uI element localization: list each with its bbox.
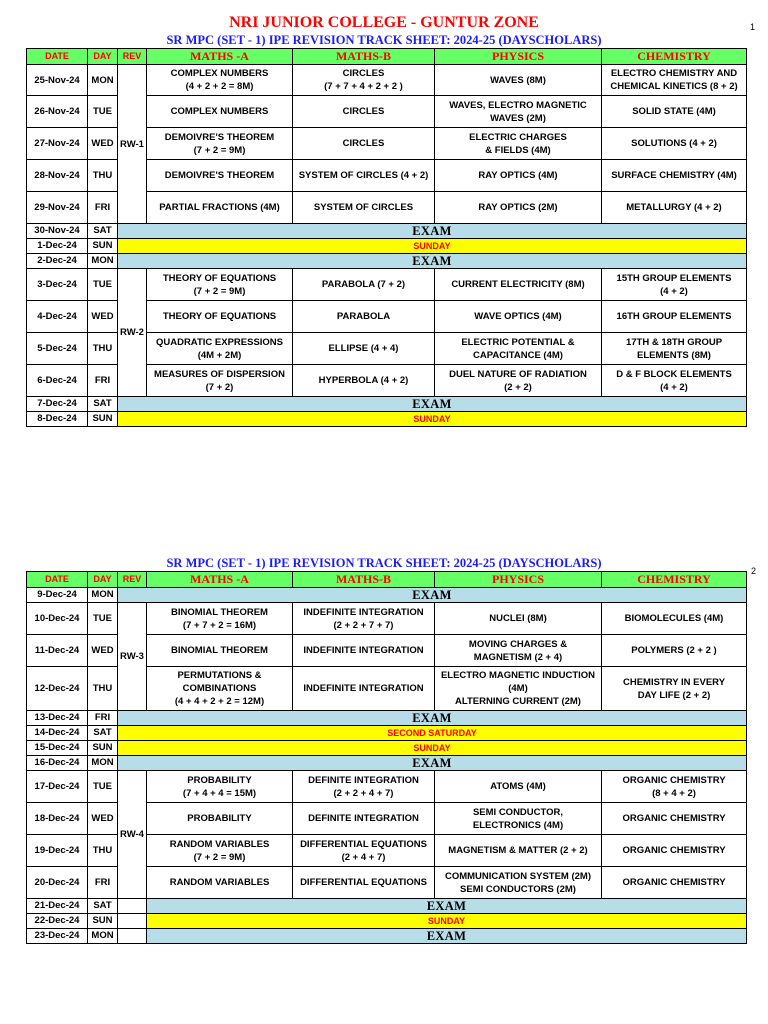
header-day: DAY: [88, 572, 118, 588]
cell-maths-b: [293, 771, 435, 803]
cell-date: 9-Dec-24: [27, 588, 88, 603]
exam-banner: EXAM: [147, 899, 747, 914]
cell-maths-b: [293, 128, 435, 160]
topic-line: MAGNETISM (2 + 4): [473, 651, 563, 663]
cell-maths-a: [147, 192, 293, 224]
cell-rev-empty: [118, 899, 147, 914]
cell-day: SAT: [88, 224, 118, 239]
cell-chemistry: [602, 192, 747, 224]
header-row: [27, 49, 747, 65]
topic-line: PERMUTATIONS &: [177, 670, 262, 681]
cell-physics: [435, 667, 602, 711]
table-row: [27, 412, 747, 427]
topic-line: (7 + 2): [205, 381, 234, 393]
cell-maths-a: [147, 835, 293, 867]
header-physics: PHYSICS: [435, 572, 602, 588]
cell-date: 1-Dec-24: [27, 239, 88, 254]
exam-banner: EXAM: [147, 929, 747, 944]
cell-day: FRI: [88, 365, 118, 397]
topic-line: BINOMIAL THEOREM: [171, 645, 268, 656]
cell-maths-b: [293, 269, 435, 301]
sunday-banner: SUNDAY: [147, 914, 747, 929]
cell-day: FRI: [88, 192, 118, 224]
cell-date: 26-Nov-24: [27, 96, 88, 128]
table-row: [27, 726, 747, 741]
cell-rev: RW-2: [118, 269, 147, 397]
topic-line: (7 + 2 = 9M): [193, 144, 246, 156]
cell-maths-b: [293, 867, 435, 899]
table-row: [27, 65, 747, 96]
topic-line: WAVES, ELECTRO MAGNETIC: [449, 99, 587, 111]
cell-day: MON: [88, 929, 118, 944]
topic-line: 16TH GROUP ELEMENTS: [616, 311, 732, 322]
sheet-title-2: SR MPC (SET - 1) IPE REVISION TRACK SHEET: 2024-25 (DAYSCHOLARS): [166, 556, 602, 570]
table-row: [27, 771, 747, 803]
topic-line: BIOMOLECULES (4M): [624, 613, 724, 624]
topic-line: WAVES (2M): [490, 112, 546, 124]
cell-maths-b: [293, 667, 435, 711]
topic-line: DAY LIFE (2 + 2): [637, 689, 711, 701]
cell-day: SUN: [88, 412, 118, 427]
topic-line: INDEFINITE INTEGRATION: [303, 683, 424, 694]
cell-date: 8-Dec-24: [27, 412, 88, 427]
cell-physics: [435, 128, 602, 160]
cell-maths-a: [147, 269, 293, 301]
topic-line: (7 + 4 + 4 = 15M): [182, 787, 257, 799]
cell-chemistry: [602, 128, 747, 160]
cell-chemistry: [602, 667, 747, 711]
table-row: [27, 269, 747, 301]
revision-table-page-2: [26, 571, 747, 944]
topic-line: NUCLEI (8M): [489, 613, 547, 624]
topic-line: PARTIAL FRACTIONS (4M): [159, 202, 280, 213]
cell-day: THU: [88, 835, 118, 867]
cell-day: THU: [88, 160, 118, 192]
sunday-banner: SUNDAY: [118, 412, 747, 427]
topic-line: PARABOLA: [336, 311, 391, 322]
page-number-2: 2: [751, 566, 757, 576]
topic-line: MAGNETISM & MATTER (2 + 2): [448, 845, 588, 856]
cell-physics: [435, 835, 602, 867]
topic-line: PARABOLA (7 + 2): [321, 279, 406, 290]
topic-line: (7 + 2 = 9M): [193, 285, 246, 297]
sunday-banner: SUNDAY: [118, 239, 747, 254]
header-day: DAY: [88, 49, 118, 65]
cell-day: THU: [88, 667, 118, 711]
cell-date: 19-Dec-24: [27, 835, 88, 867]
header-chemistry: CHEMISTRY: [602, 49, 747, 65]
topic-line: (4 + 2 + 2 = 8M): [185, 81, 254, 92]
topic-line: SURFACE CHEMISTRY (4M): [611, 170, 737, 181]
cell-chemistry: [602, 867, 747, 899]
cell-date: 21-Dec-24: [27, 899, 88, 914]
topic-line: D & F BLOCK ELEMENTS: [616, 368, 732, 380]
cell-day: SAT: [88, 726, 118, 741]
cell-maths-b: [293, 333, 435, 365]
topic-line: (2 + 2 + 4 + 7): [333, 787, 394, 799]
cell-date: 13-Dec-24: [27, 711, 88, 726]
cell-date: 20-Dec-24: [27, 867, 88, 899]
cell-day: TUE: [88, 603, 118, 635]
topic-line: ORGANIC CHEMISTRY: [622, 813, 726, 824]
cell-day: SUN: [88, 239, 118, 254]
cell-maths-a: [147, 365, 293, 397]
exam-banner: EXAM: [118, 254, 747, 269]
topic-line: QUADRATIC EXPRESSIONS: [155, 336, 284, 348]
table-row: [27, 914, 747, 929]
topic-line: BINOMIAL THEOREM: [171, 606, 268, 618]
topic-line: DEMOIVRE'S THEOREM: [164, 170, 275, 181]
cell-chemistry: [602, 365, 747, 397]
page-number-1: 1: [750, 22, 756, 32]
exam-banner: EXAM: [118, 756, 747, 771]
cell-rev: RW-3: [118, 603, 147, 711]
table-row: [27, 254, 747, 269]
topic-line: ORGANIC CHEMISTRY: [622, 877, 726, 888]
cell-day: SUN: [88, 741, 118, 756]
cell-chemistry: [602, 835, 747, 867]
table-row: [27, 397, 747, 412]
topic-line: CAPACITANCE (4M): [473, 349, 563, 361]
cell-maths-a: [147, 635, 293, 667]
topic-line: SYSTEM OF CIRCLES: [313, 202, 414, 213]
topic-line: INDEFINITE INTEGRATION: [303, 606, 424, 618]
cell-rev: RW-4: [118, 771, 147, 899]
topic-line: (4 + 2): [660, 381, 688, 393]
cell-physics: [435, 301, 602, 333]
cell-chemistry: [602, 333, 747, 365]
cell-maths-a: [147, 867, 293, 899]
cell-chemistry: [602, 301, 747, 333]
cell-maths-a: [147, 160, 293, 192]
topic-line: DIFFERENTIAL EQUATIONS: [300, 877, 427, 888]
cell-date: 6-Dec-24: [27, 365, 88, 397]
cell-maths-a: [147, 771, 293, 803]
topic-line: COMBINATIONS: [182, 683, 257, 694]
topic-line: METALLURGY (4 + 2): [626, 202, 722, 213]
topic-line: SYSTEM OF CIRCLES (4 + 2): [298, 170, 429, 181]
cell-date: 22-Dec-24: [27, 914, 88, 929]
cell-date: 11-Dec-24: [27, 635, 88, 667]
cell-physics: [435, 867, 602, 899]
second-saturday-banner: SECOND SATURDAY: [118, 726, 747, 741]
cell-day: FRI: [88, 867, 118, 899]
cell-date: 15-Dec-24: [27, 741, 88, 756]
topic-line: PROBABILITY: [187, 813, 252, 824]
cell-date: 25-Nov-24: [27, 65, 88, 96]
cell-day: MON: [88, 756, 118, 771]
cell-rev: RW-1: [118, 65, 147, 224]
table-row: [27, 603, 747, 635]
topic-line: CIRCLES: [342, 138, 385, 149]
topic-line: ELECTRIC POTENTIAL &: [461, 336, 575, 348]
cell-maths-a: [147, 65, 293, 96]
cell-maths-b: [293, 365, 435, 397]
topic-line: 15TH GROUP ELEMENTS: [616, 272, 732, 284]
topic-line: ALTERNING CURRENT (2M): [455, 696, 581, 707]
table-row: [27, 741, 747, 756]
topic-line: (4M): [508, 683, 528, 694]
cell-date: 3-Dec-24: [27, 269, 88, 301]
cell-maths-b: [293, 301, 435, 333]
topic-line: & FIELDS (4M): [485, 144, 551, 156]
revision-table-page-1: [26, 48, 747, 427]
cell-maths-a: [147, 301, 293, 333]
table-row: [27, 929, 747, 944]
topic-line: COMPLEX NUMBERS: [170, 106, 269, 117]
table-row: [27, 711, 747, 726]
topic-line: RAY OPTICS (2M): [478, 202, 558, 213]
cell-day: SAT: [88, 899, 118, 914]
topic-line: COMPLEX NUMBERS: [170, 68, 269, 79]
cell-date: 7-Dec-24: [27, 397, 88, 412]
topic-line: CIRCLES: [342, 68, 385, 79]
cell-day: MON: [88, 254, 118, 269]
cell-date: 2-Dec-24: [27, 254, 88, 269]
topic-line: (4M + 2M): [197, 349, 242, 361]
topic-line: (2 + 2): [504, 381, 532, 393]
cell-maths-a: [147, 803, 293, 835]
topic-line: MEASURES OF DISPERSION: [154, 368, 285, 380]
cell-physics: [435, 803, 602, 835]
cell-day: TUE: [88, 771, 118, 803]
cell-physics: [435, 269, 602, 301]
topic-line: (2 + 4 + 7): [341, 851, 386, 863]
topic-line: ELECTRO MAGNETIC INDUCTION: [440, 670, 596, 681]
cell-date: 10-Dec-24: [27, 603, 88, 635]
topic-line: CHEMICAL KINETICS (8 + 2): [610, 81, 738, 92]
topic-line: SEMI CONDUCTOR,: [472, 806, 564, 818]
header-physics: PHYSICS: [435, 49, 602, 65]
topic-line: DEFINITE INTEGRATION: [308, 813, 419, 824]
topic-line: DIFFERENTIAL EQUATIONS: [300, 838, 427, 850]
cell-day: WED: [88, 301, 118, 333]
header-date: DATE: [27, 49, 88, 65]
college-title: NRI JUNIOR COLLEGE - GUNTUR ZONE: [229, 14, 539, 31]
topic-line: WAVES (8M): [490, 74, 546, 86]
cell-day: THU: [88, 333, 118, 365]
cell-chemistry: [602, 269, 747, 301]
cell-rev-empty: [118, 929, 147, 944]
cell-maths-a: [147, 128, 293, 160]
cell-day: SAT: [88, 397, 118, 412]
exam-banner: EXAM: [118, 397, 747, 412]
cell-maths-a: [147, 96, 293, 128]
table-row: [27, 239, 747, 254]
topic-line: CHEMISTRY IN EVERY: [622, 676, 726, 688]
topic-line: THEORY OF EQUATIONS: [162, 311, 277, 322]
cell-day: MON: [88, 588, 118, 603]
cell-date: 17-Dec-24: [27, 771, 88, 803]
topic-line: ORGANIC CHEMISTRY: [622, 845, 726, 856]
cell-maths-b: [293, 96, 435, 128]
topic-line: ELECTRO CHEMISTRY AND: [610, 68, 738, 79]
table-row: [27, 224, 747, 239]
topic-line: (7 + 7 + 2 = 16M): [182, 619, 257, 631]
cell-day: SUN: [88, 914, 118, 929]
cell-physics: [435, 635, 602, 667]
topic-line: (4 + 4 + 2 + 2 = 12M): [174, 696, 265, 707]
topic-line: DEFINITE INTEGRATION: [308, 774, 419, 786]
cell-maths-a: [147, 333, 293, 365]
topic-line: (7 + 7 + 4 + 2 + 2 ): [324, 81, 403, 92]
topic-line: ELLIPSE (4 + 4): [328, 343, 399, 354]
cell-date: 12-Dec-24: [27, 667, 88, 711]
header-maths-b: MATHS-B: [293, 572, 435, 588]
cell-physics: [435, 333, 602, 365]
topic-line: RANDOM VARIABLES: [169, 838, 270, 850]
topic-line: 17TH & 18TH GROUP: [625, 336, 723, 348]
cell-date: 29-Nov-24: [27, 192, 88, 224]
sunday-banner: SUNDAY: [118, 741, 747, 756]
cell-date: 28-Nov-24: [27, 160, 88, 192]
topic-line: SOLUTIONS (4 + 2): [631, 138, 717, 149]
header-rev: REV: [118, 49, 147, 65]
topic-line: ORGANIC CHEMISTRY: [622, 774, 726, 786]
header-rev: REV: [118, 572, 147, 588]
cell-date: 4-Dec-24: [27, 301, 88, 333]
topic-line: (8 + 4 + 2): [652, 787, 696, 799]
header-maths-a: MATHS -A: [147, 572, 293, 588]
cell-chemistry: [602, 635, 747, 667]
table-row: [27, 899, 747, 914]
cell-physics: [435, 603, 602, 635]
topic-line: COMMUNICATION SYSTEM (2M): [444, 870, 591, 882]
topic-line: DUEL NATURE OF RADIATION: [449, 368, 587, 380]
cell-maths-b: [293, 635, 435, 667]
topic-line: ELEMENTS (8M): [637, 349, 711, 361]
cell-maths-a: [147, 603, 293, 635]
exam-banner: EXAM: [118, 711, 747, 726]
cell-day: WED: [88, 128, 118, 160]
cell-chemistry: [602, 65, 747, 96]
cell-date: 5-Dec-24: [27, 333, 88, 365]
cell-date: 16-Dec-24: [27, 756, 88, 771]
cell-date: 30-Nov-24: [27, 224, 88, 239]
topic-line: HYPERBOLA (4 + 2): [318, 375, 409, 386]
exam-banner: EXAM: [118, 588, 747, 603]
cell-maths-b: [293, 803, 435, 835]
cell-maths-b: [293, 192, 435, 224]
cell-maths-b: [293, 160, 435, 192]
topic-line: (7 + 2 = 9M): [193, 851, 246, 863]
header-maths-b: MATHS-B: [293, 49, 435, 65]
topic-line: MOVING CHARGES &: [468, 638, 568, 650]
cell-day: FRI: [88, 711, 118, 726]
topic-line: CIRCLES: [342, 106, 385, 117]
cell-day: WED: [88, 803, 118, 835]
header-row: [27, 572, 747, 588]
topic-line: ELECTRONICS (4M): [472, 819, 564, 831]
topic-line: WAVE OPTICS (4M): [474, 311, 562, 322]
cell-physics: [435, 365, 602, 397]
topic-line: ATOMS (4M): [490, 781, 546, 792]
topic-line: SOLID STATE (4M): [632, 106, 716, 117]
cell-chemistry: [602, 803, 747, 835]
cell-chemistry: [602, 771, 747, 803]
topic-line: POLYMERS (2 + 2 ): [631, 645, 717, 656]
cell-rev-empty: [118, 914, 147, 929]
cell-chemistry: [602, 160, 747, 192]
cell-day: TUE: [88, 96, 118, 128]
cell-day: MON: [88, 65, 118, 96]
cell-maths-a: [147, 667, 293, 711]
cell-date: 14-Dec-24: [27, 726, 88, 741]
cell-physics: [435, 160, 602, 192]
topic-line: INDEFINITE INTEGRATION: [303, 645, 424, 656]
cell-chemistry: [602, 603, 747, 635]
topic-line: CURRENT ELECTRICITY (8M): [451, 279, 585, 290]
topic-line: ELECTRIC CHARGES: [469, 131, 567, 143]
sheet-title-1: SR MPC (SET - 1) IPE REVISION TRACK SHEET: 2024-25 (DAYSCHOLARS): [166, 33, 602, 47]
cell-day: WED: [88, 635, 118, 667]
cell-maths-b: [293, 603, 435, 635]
cell-physics: [435, 771, 602, 803]
topic-line: RAY OPTICS (4M): [478, 170, 558, 181]
topic-line: RANDOM VARIABLES: [169, 877, 270, 888]
cell-maths-b: [293, 835, 435, 867]
topic-line: (2 + 2 + 7 + 7): [333, 619, 394, 631]
cell-maths-b: [293, 65, 435, 96]
exam-banner: EXAM: [118, 224, 747, 239]
topic-line: (4 + 2): [660, 285, 688, 297]
cell-day: TUE: [88, 269, 118, 301]
cell-physics: [435, 65, 602, 96]
topic-line: PROBABILITY: [187, 774, 252, 786]
header-chemistry: CHEMISTRY: [602, 572, 747, 588]
cell-chemistry: [602, 96, 747, 128]
header-date: DATE: [27, 572, 88, 588]
topic-line: THEORY OF EQUATIONS: [162, 272, 277, 284]
cell-date: 27-Nov-24: [27, 128, 88, 160]
cell-date: 23-Dec-24: [27, 929, 88, 944]
table-row: [27, 756, 747, 771]
header-maths-a: MATHS -A: [147, 49, 293, 65]
cell-physics: [435, 96, 602, 128]
cell-physics: [435, 192, 602, 224]
topic-line: DEMOIVRE'S THEOREM: [164, 131, 275, 143]
cell-date: 18-Dec-24: [27, 803, 88, 835]
topic-line: SEMI CONDUCTORS (2M): [460, 883, 576, 895]
table-row: [27, 588, 747, 603]
